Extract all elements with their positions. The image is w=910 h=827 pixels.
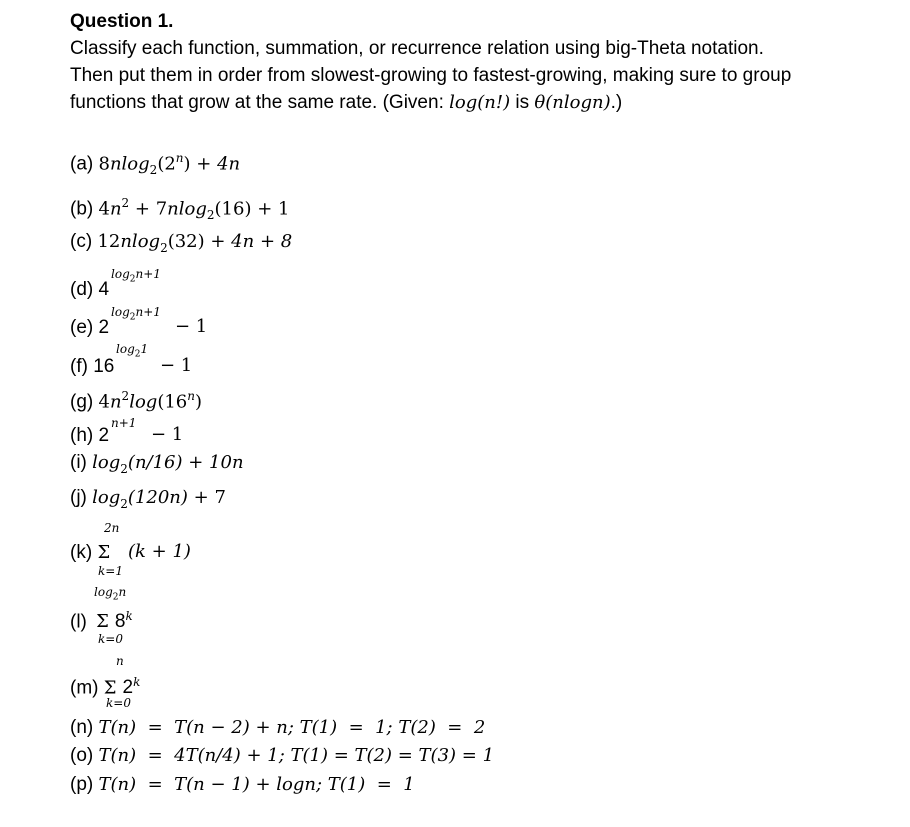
item-d-label: (d) (70, 279, 99, 300)
item-h-label: (h) (70, 425, 99, 446)
item-c-arg: (32) (167, 231, 205, 252)
item-g-var: n (109, 391, 122, 413)
item-l-upper-fn: log (94, 585, 113, 599)
item-n-label: (n) (70, 717, 99, 738)
item-l-lower: k=0 (98, 632, 123, 646)
item-a-tail: + 4n (190, 153, 241, 175)
item-l-upper-rest: n (118, 585, 127, 599)
item-e-label: (e) (70, 317, 99, 338)
item-d (70, 280, 109, 299)
item-g-label: (g) (70, 391, 99, 413)
item-b-arg: (16) (214, 198, 252, 220)
instruction-line-3-text: functions that grow at the same rate. (Given: (70, 92, 450, 113)
item-d-exponent (111, 268, 161, 284)
item-c-fn: nlog (120, 231, 161, 252)
item-g-close: ) (194, 391, 203, 413)
item-j-label: (j) (70, 487, 93, 508)
item-f-base: 16 (93, 356, 115, 377)
item-b-sup: 2 (121, 196, 130, 210)
item-c-coef: 12 (97, 231, 121, 252)
item-c-tail: + 4n + 8 (204, 231, 293, 252)
item-e (70, 318, 109, 337)
item-a (70, 152, 240, 176)
item-p-label: (p) (70, 774, 99, 795)
item-d-base: 4 (98, 279, 110, 300)
item-m-lower: k=0 (106, 696, 131, 710)
item-c-label: (c) (70, 231, 98, 252)
item-f-exponent (116, 343, 148, 359)
item-l-sup: k (125, 609, 133, 623)
item-f-label: (f) (70, 356, 94, 377)
item-a-close: ) (183, 153, 191, 175)
item-m-upper: n (116, 654, 124, 668)
item-j-fn: log (92, 487, 121, 508)
item-e-sup-rest: n+1 (135, 305, 161, 319)
instruction-line-1: Classify each function, summation, or recurrence relation using big-Theta notation. (70, 38, 764, 59)
item-m (70, 676, 140, 697)
item-b-coef: 4 (98, 198, 110, 220)
item-c-sub: 2 (160, 240, 168, 255)
item-j-tail: + 7 (187, 487, 226, 508)
item-k-sigma: Σ (97, 542, 111, 563)
question-title: Question 1. (70, 11, 174, 32)
item-f-sup-rest: 1 (140, 342, 149, 356)
item-n-rec: T(n) = T(n − 2) + n; T(1) = 1; T(2) = 2 (98, 717, 486, 738)
item-g-coef: 4 (98, 391, 110, 413)
item-m-sigma: Σ (103, 677, 117, 699)
given-rhs: θ(nlogn) (534, 92, 611, 113)
item-e-sup-fn: log (111, 305, 130, 319)
item-h-tail: − 1 (151, 424, 184, 445)
item-f-sup-sub: 2 (134, 349, 141, 360)
item-i-label: (i) (70, 452, 93, 473)
item-i-sub: 2 (120, 461, 128, 476)
item-l (70, 610, 133, 631)
item-i (70, 453, 244, 475)
item-b-mid: + 7 (129, 198, 168, 220)
item-g-sup2: n (187, 389, 195, 403)
given-lhs: log(n!) (449, 92, 511, 113)
given-end: .) (610, 92, 623, 113)
item-e-tail: − 1 (175, 316, 208, 337)
item-j-sub: 2 (120, 496, 128, 511)
item-m-label: (m) (70, 677, 104, 699)
item-j-arg: (120n) (127, 487, 188, 508)
given-is: is (510, 92, 535, 113)
item-f-tail: − 1 (160, 355, 193, 376)
item-k-upper: 2n (104, 521, 120, 535)
item-k (70, 543, 110, 562)
item-i-fn: log (92, 452, 121, 473)
item-d-sup-rest: n+1 (135, 267, 161, 281)
item-g-open: (16 (157, 391, 188, 413)
item-j (70, 488, 226, 510)
item-l-label: (l) (70, 611, 93, 633)
item-p-rec: T(n) = T(n − 1) + logn; T(1) = 1 (98, 774, 415, 795)
item-f-sup-fn: log (116, 342, 135, 356)
item-l-upper (94, 586, 126, 602)
item-h-base: 2 (98, 425, 110, 446)
item-o (70, 746, 494, 765)
item-m-sup: k (133, 675, 141, 689)
item-k-label: (k) (70, 542, 98, 563)
item-b (70, 197, 289, 221)
item-a-label: (a) (70, 153, 99, 175)
item-n (70, 718, 485, 737)
item-g-fn: log (129, 391, 158, 413)
item-g-sup: 2 (121, 389, 130, 403)
item-o-rec: T(n) = 4T(n/4) + 1; T(1) = T(2) = T(3) = 1 (98, 745, 495, 766)
item-l-upper-sub: 2 (112, 592, 119, 603)
item-i-arg: (n/16) (127, 452, 183, 473)
item-h-exponent: n+1 (111, 416, 137, 430)
item-b-label: (b) (70, 198, 99, 220)
item-b-var: n (109, 198, 122, 220)
item-b-fn: nlog (167, 198, 207, 220)
item-d-sup-fn: log (111, 267, 130, 281)
item-m-base: 2 (122, 677, 134, 699)
item-h (70, 426, 109, 445)
item-c (70, 232, 292, 254)
item-a-sup: n (175, 151, 184, 165)
item-k-lower: k=1 (98, 564, 123, 578)
item-a-sub: 2 (149, 163, 158, 178)
item-o-label: (o) (70, 745, 99, 766)
item-b-sub: 2 (206, 208, 215, 223)
item-a-coef: 8 (98, 153, 110, 175)
item-g (70, 390, 202, 411)
item-a-fn: nlog (109, 153, 150, 175)
instruction-line-2: Then put them in order from slowest-growing to fastest-growing, making sure to group (70, 65, 792, 86)
item-e-base: 2 (98, 317, 110, 338)
item-b-tail: + 1 (251, 198, 290, 220)
item-a-open: (2 (157, 153, 176, 175)
item-i-tail: + 10n (182, 452, 244, 473)
item-k-body: (k + 1) (128, 541, 191, 562)
item-e-sup-sub: 2 (129, 312, 136, 323)
item-l-base: 8 (114, 611, 126, 633)
item-l-sigma: Σ (96, 611, 109, 633)
item-f (70, 357, 114, 376)
item-e-exponent (111, 306, 161, 322)
item-p (70, 775, 415, 794)
item-d-sup-sub: 2 (129, 274, 136, 285)
instruction-line-3 (70, 93, 622, 112)
